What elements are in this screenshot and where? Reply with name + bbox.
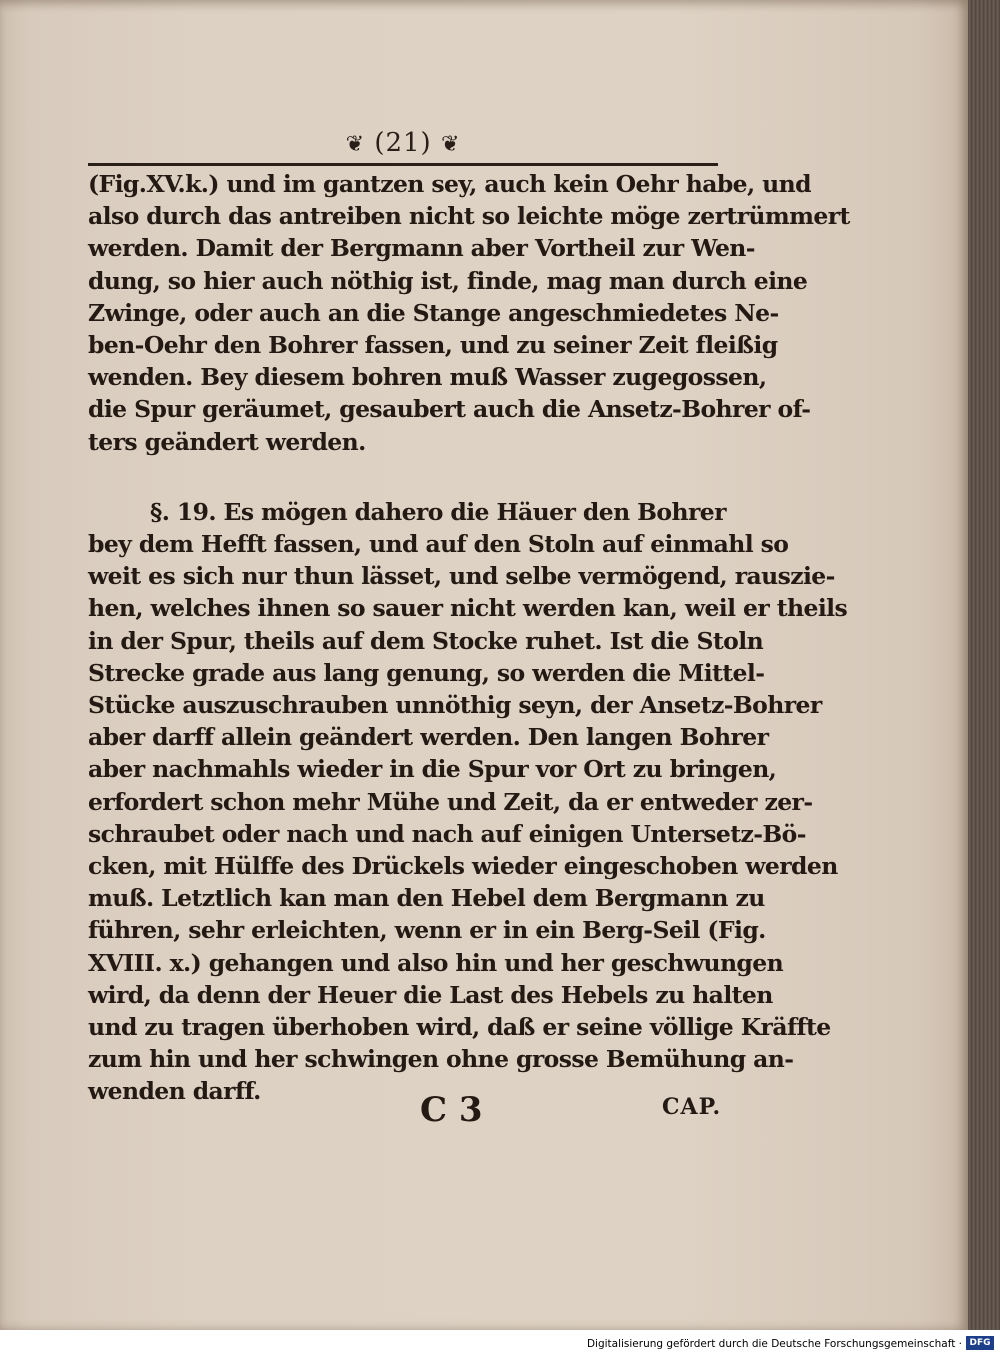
text-line: die Spur geräumet, gesaubert auch die Ansetz-Bohrer of- xyxy=(88,395,811,424)
text-line: bey dem Hefft fassen, und auf den Stoln auf einmahl so xyxy=(88,530,789,559)
text-line: wird, da denn der Heuer die Last des Hebels zu halten xyxy=(88,980,773,1009)
text-line: hen, welches ihnen so sauer nicht werden kan, weil er theils xyxy=(88,594,848,623)
dfg-logo-icon: DFG xyxy=(966,1336,994,1350)
text-line: Zwinge, oder auch an die Stange angeschmiedetes Ne- xyxy=(88,298,779,327)
credit-text: Digitalisierung gefördert durch die Deutsche Forschungsgemeinschaft · xyxy=(586,1338,962,1350)
paragraph-1 xyxy=(88,168,850,458)
text-line: schraubet oder nach und nach auf einigen Untersetz-Bö- xyxy=(88,819,806,848)
text-line: cken, mit Hülffe des Drückels wieder eingeschoben werden xyxy=(88,852,838,881)
text-line: wenden. Bey diesem bohren muß Wasser zugegossen, xyxy=(88,363,767,392)
text-line: dung, so hier auch nöthig ist, finde, mag man durch eine xyxy=(88,266,808,295)
book-page-edge xyxy=(968,0,1000,1330)
text-line: und zu tragen überhoben wird, daß er seine völlige Kräffte xyxy=(88,1013,831,1042)
ornament-right-icon: ❦ xyxy=(440,131,461,157)
text-line: XVIII. x.) gehangen und also hin und her geschwungen xyxy=(88,948,784,977)
text-line: also durch das antreiben nicht so leichte möge zertrümmert xyxy=(88,202,850,231)
page-number: (21) xyxy=(374,128,432,158)
text-line: werden. Damit der Bergmann aber Vortheil zur Wen- xyxy=(88,234,755,263)
catchword: CAP. xyxy=(662,1094,722,1120)
body-text xyxy=(88,168,850,1108)
folio-line xyxy=(88,128,718,158)
ornament-left-icon: ❦ xyxy=(345,131,366,157)
text-line: §. 19. Es mögen dahero die Häuer den Bohrer xyxy=(150,497,726,526)
header-rule xyxy=(88,163,718,166)
text-line: Strecke grade aus lang genung, so werden die Mittel- xyxy=(88,658,765,687)
text-line: in der Spur, theils auf dem Stocke ruhet. Ist die Stoln xyxy=(88,626,764,655)
text-line: ters geändert werden. xyxy=(88,427,366,456)
text-line: ben-Oehr den Bohrer fassen, und zu seiner Zeit fleißig xyxy=(88,331,778,360)
page-header xyxy=(88,128,718,168)
text-line: (Fig.XV.k.) und im gantzen sey, auch kein Oehr habe, und xyxy=(88,170,811,198)
paragraph-2 xyxy=(88,496,848,1108)
text-line: weit es sich nur thun lässet, und selbe vermögend, rauszie- xyxy=(88,562,835,591)
text-line: aber nachmahls wieder in die Spur vor Ort zu bringen, xyxy=(88,755,777,784)
text-line: führen, sehr erleichten, wenn er in ein Berg-Seil (Fig. xyxy=(88,916,766,945)
text-line: muß. Letztlich kan man den Hebel dem Bergmann zu xyxy=(88,884,765,913)
text-line: Stücke auszuschrauben unnöthig seyn, der Ansetz-Bohrer xyxy=(88,691,822,720)
signature-mark: C 3 xyxy=(420,1090,483,1130)
text-line: zum hin und her schwingen ohne grosse Bemühung an- xyxy=(88,1045,794,1074)
text-line: aber darff allein geändert werden. Den langen Bohrer xyxy=(88,723,769,752)
text-line: erfordert schon mehr Mühe und Zeit, da er entweder zer- xyxy=(88,787,813,816)
text-line: wenden darff. xyxy=(88,1077,261,1106)
